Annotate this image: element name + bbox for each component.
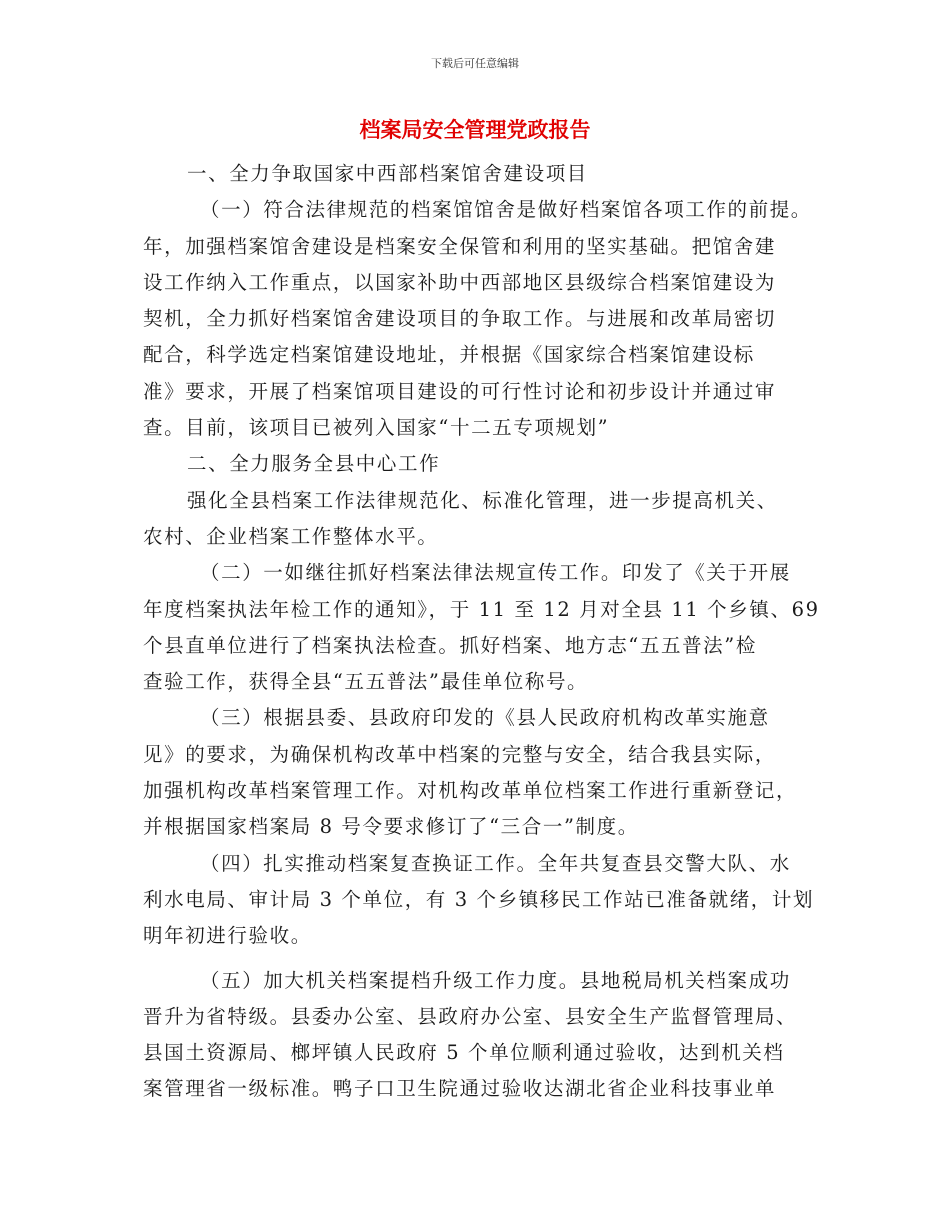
paragraph-line: 明年初进行验收。: [143, 924, 312, 948]
paragraph-line: 强化全县档案工作法律规范化、标准化管理，进一步提高机关、: [187, 488, 778, 512]
paragraph-line: 契机，全力抓好档案馆舍建设项目的争取工作。与进展和改革局密切: [143, 307, 777, 331]
paragraph-line: 加强机构改革档案管理工作。对机构改革单位档案工作进行重新登记，: [143, 779, 798, 803]
paragraph-line: 个县直单位进行了档案执法检查。抓好档案、地方志“五五普法”检: [143, 633, 757, 657]
paragraph-line: （二）一如继往抓好档案法律法规宣传工作。印发了《关于开展: [200, 561, 791, 585]
section-heading: 二、全力服务全县中心工作: [187, 452, 441, 476]
paragraph-line: 查。目前，该项目已被列入国家“十二五专项规划”: [143, 416, 610, 440]
paragraph-line: 准》要求，开展了档案馆项目建设的可行性讨论和初步设计并通过审: [143, 379, 777, 403]
paragraph-line: 年，加强档案馆舍建设是档案安全保管和利用的坚实基础。把馆舍建: [143, 234, 777, 258]
paragraph-line: 农村、企业档案工作整体水平。: [143, 524, 439, 548]
paragraph-line: （五）加大机关档案提档升级工作力度。县地税局机关档案成功: [200, 968, 791, 992]
document-body: [143, 156, 823, 1108]
paragraph-line: 县国土资源局、榔坪镇人民政府 5 个单位顺利通过验收，达到机关档: [143, 1041, 785, 1065]
paragraph-line: 案管理省一级标准。鸭子口卫生院通过验收达湖北省企业科技事业单: [143, 1077, 777, 1101]
paragraph-line: 查验工作，获得全县“五五普法”最佳单位称号。: [143, 670, 589, 694]
paragraph-line: 设工作纳入工作重点，以国家补助中西部地区县级综合档案馆建设为: [143, 270, 777, 294]
paragraph-line: 见》的要求，为确保机构改革中档案的完整与安全，结合我县实际，: [143, 742, 777, 766]
paragraph-gap: [143, 955, 823, 963]
paragraph-line: 配合，科学选定档案馆建设地址，并根据《国家综合档案馆建设标: [143, 343, 755, 367]
header-note: 下载后可任意编辑: [431, 57, 519, 70]
paragraph-line: （四）扎实推动档案复查换证工作。全年共复查县交警大队、水: [200, 851, 791, 875]
paragraph-line: 利水电局、审计局 3 个单位，有 3 个乡镇移民工作站已准备就绪，计划: [143, 887, 815, 911]
paragraph-line: 年度档案执法年检工作的通知》，于 11 至 12 月对全县 11 个乡镇、69: [143, 597, 820, 621]
section-heading: 一、全力争取国家中西部档案馆舍建设项目: [187, 162, 588, 185]
paragraph-line: 并根据国家档案局 8 号令要求修订了“三合一”制度。: [143, 815, 639, 839]
paragraph-line: 晋升为省特级。县委办公室、县政府办公室、县安全生产监督管理局、: [143, 1004, 798, 1028]
document-title: 档案局安全管理党政报告: [359, 118, 591, 142]
paragraph-line: （三）根据县委、县政府印发的《县人民政府机构改革实施意: [200, 706, 770, 730]
paragraph-line: （一）符合法律规范的档案馆馆舍是做好档案馆各项工作的前提。: [200, 198, 812, 222]
